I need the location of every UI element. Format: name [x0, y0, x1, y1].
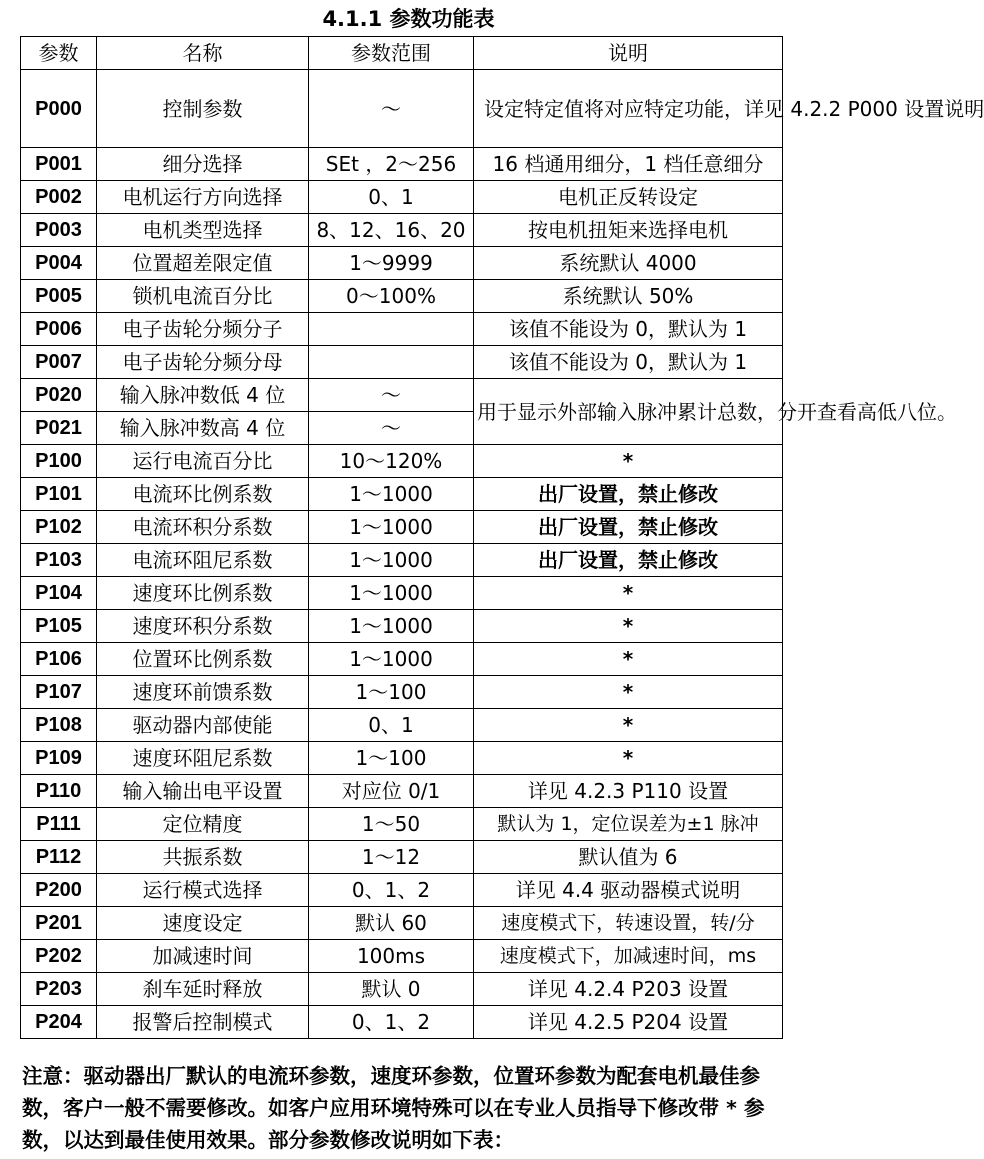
param-range: SEt ，2～256	[309, 148, 474, 181]
param-name: 电流环阻尼系数	[97, 544, 309, 577]
param-desc: 默认值为 6	[474, 841, 783, 874]
param-desc: 按电机扭矩来选择电机	[474, 214, 783, 247]
param-range: 1～100	[309, 676, 474, 709]
param-code: P000	[21, 70, 97, 148]
table-row	[21, 577, 783, 610]
param-code: P103	[21, 544, 97, 577]
param-range: 对应位 0/1	[309, 775, 474, 808]
table-row	[21, 544, 783, 577]
param-range: 默认 0	[309, 973, 474, 1006]
table-header-row	[21, 37, 783, 70]
header-range: 参数范围	[309, 37, 474, 70]
section-title: 4.1.1 参数功能表	[322, 7, 495, 31]
table-row	[21, 610, 783, 643]
param-range: ～	[309, 70, 474, 148]
param-desc: 该值不能设为 0，默认为 1	[474, 346, 783, 379]
param-range: 1～1000	[309, 610, 474, 643]
param-range: 1～50	[309, 808, 474, 841]
param-desc: 详见 4.2.3 P110 设置	[474, 775, 783, 808]
table-row	[21, 247, 783, 280]
param-range: 8、12、16、20	[309, 214, 474, 247]
param-code: P105	[21, 610, 97, 643]
note-paragraph: 注意：驱动器出厂默认的电流环参数，速度环参数，位置环参数为配套电机最佳参数，客户一般不需要修改。如客户应用环境特殊可以在专业人员指导下修改带 * 参数，以达到最佳使用效果。部分参数修改说明如下表：	[22, 1064, 765, 1152]
param-code: P110	[21, 775, 97, 808]
param-name: 共振系数	[97, 841, 309, 874]
param-name: 加减速时间	[97, 940, 309, 973]
table-row	[21, 775, 783, 808]
param-name: 电机类型选择	[97, 214, 309, 247]
param-desc: *	[474, 643, 783, 676]
param-code: P020	[21, 379, 97, 412]
param-code: P203	[21, 973, 97, 1006]
param-range: ～	[309, 379, 474, 412]
param-range: 1～1000	[309, 478, 474, 511]
param-code: P002	[21, 181, 97, 214]
param-desc: 详见 4.2.4 P203 设置	[474, 973, 783, 1006]
param-name: 运行电流百分比	[97, 445, 309, 478]
param-name: 速度环阻尼系数	[97, 742, 309, 775]
param-code: P104	[21, 577, 97, 610]
param-code: P112	[21, 841, 97, 874]
param-code: P107	[21, 676, 97, 709]
param-desc: 出厂设置，禁止修改	[474, 511, 783, 544]
param-range: 0、1、2	[309, 874, 474, 907]
param-range: 1～12	[309, 841, 474, 874]
table-row	[21, 709, 783, 742]
param-desc: *	[474, 610, 783, 643]
param-name: 输入脉冲数低 4 位	[97, 379, 309, 412]
param-code: P111	[21, 808, 97, 841]
param-code: P108	[21, 709, 97, 742]
param-desc: 默认为 1，定位误差为±1 脉冲	[474, 808, 783, 841]
param-name: 速度环积分系数	[97, 610, 309, 643]
param-desc: 出厂设置，禁止修改	[474, 544, 783, 577]
param-code: P202	[21, 940, 97, 973]
table-row	[21, 643, 783, 676]
table-row	[21, 676, 783, 709]
param-code: P109	[21, 742, 97, 775]
table-row	[21, 808, 783, 841]
param-desc: *	[474, 445, 783, 478]
param-name: 电子齿轮分频分母	[97, 346, 309, 379]
param-name: 驱动器内部使能	[97, 709, 309, 742]
table-row	[21, 346, 783, 379]
table-row	[21, 841, 783, 874]
param-name: 位置环比例系数	[97, 643, 309, 676]
param-name: 电子齿轮分频分子	[97, 313, 309, 346]
param-desc: 详见 4.4 驱动器模式说明	[474, 874, 783, 907]
param-range: 1～9999	[309, 247, 474, 280]
param-name: 定位精度	[97, 808, 309, 841]
param-name: 电机运行方向选择	[97, 181, 309, 214]
table-row	[21, 742, 783, 775]
param-desc: 该值不能设为 0，默认为 1	[474, 313, 783, 346]
param-name: 输入输出电平设置	[97, 775, 309, 808]
param-code: P003	[21, 214, 97, 247]
param-desc: *	[474, 676, 783, 709]
param-desc: 系统默认 4000	[474, 247, 783, 280]
param-name: 电流环积分系数	[97, 511, 309, 544]
param-code: P004	[21, 247, 97, 280]
param-range	[309, 313, 474, 346]
table-row	[21, 148, 783, 181]
param-range: 100ms	[309, 940, 474, 973]
param-code: P106	[21, 643, 97, 676]
parameter-table	[20, 36, 984, 1039]
table-row	[21, 907, 783, 940]
param-code: P001	[21, 148, 97, 181]
table-row	[21, 214, 783, 247]
param-desc: *	[474, 577, 783, 610]
param-name: 位置超差限定值	[97, 247, 309, 280]
param-range: 1～1000	[309, 544, 474, 577]
param-code: P100	[21, 445, 97, 478]
param-name: 锁机电流百分比	[97, 280, 309, 313]
param-name: 刹车延时释放	[97, 973, 309, 1006]
param-name: 报警后控制模式	[97, 1006, 309, 1039]
param-range: 0、1、2	[309, 1006, 474, 1039]
param-name: 细分选择	[97, 148, 309, 181]
table-row	[21, 70, 783, 148]
param-desc: 系统默认 50%	[474, 280, 783, 313]
table-row	[21, 874, 783, 907]
param-desc: 16 档通用细分，1 档任意细分	[474, 148, 783, 181]
param-code: P200	[21, 874, 97, 907]
param-code: P204	[21, 1006, 97, 1039]
table-row	[21, 379, 783, 412]
param-range: 1～100	[309, 742, 474, 775]
param-name: 电流环比例系数	[97, 478, 309, 511]
param-name: 速度设定	[97, 907, 309, 940]
param-name: 控制参数	[97, 70, 309, 148]
param-desc: 详见 4.2.5 P204 设置	[474, 1006, 783, 1039]
table-row	[21, 1006, 783, 1039]
header-code: 参数	[21, 37, 97, 70]
param-code: P007	[21, 346, 97, 379]
table-row	[21, 478, 783, 511]
param-desc: 速度模式下，加减速时间，ms	[474, 940, 783, 973]
param-range: 0～100%	[309, 280, 474, 313]
table-row	[21, 313, 783, 346]
param-code: P102	[21, 511, 97, 544]
param-range	[309, 346, 474, 379]
param-code: P006	[21, 313, 97, 346]
table-row	[21, 181, 783, 214]
param-desc: *	[474, 742, 783, 775]
param-desc: *	[474, 709, 783, 742]
table-row	[21, 445, 783, 478]
param-desc: 电机正反转设定	[474, 181, 783, 214]
param-range: 1～1000	[309, 577, 474, 610]
param-range: 0、1	[309, 181, 474, 214]
table-row	[21, 940, 783, 973]
param-desc: 出厂设置，禁止修改	[474, 478, 783, 511]
param-code: P005	[21, 280, 97, 313]
table-row	[21, 973, 783, 1006]
param-range: 1～1000	[309, 511, 474, 544]
param-name: 输入脉冲数高 4 位	[97, 412, 309, 445]
param-code: P021	[21, 412, 97, 445]
table-row	[21, 511, 783, 544]
param-code: P101	[21, 478, 97, 511]
param-desc-merged: 用于显示外部输入脉冲累计总数，分开查看高低八位。	[474, 379, 783, 445]
param-desc: 设定特定值将对应特定功能，详见 4.2.2 P000 设置说明	[474, 70, 783, 148]
param-range: 默认 60	[309, 907, 474, 940]
param-range: 10～120%	[309, 445, 474, 478]
table-row	[21, 280, 783, 313]
header-name: 名称	[97, 37, 309, 70]
param-desc: 速度模式下，转速设置，转/分	[474, 907, 783, 940]
param-range: 0、1	[309, 709, 474, 742]
param-name: 速度环比例系数	[97, 577, 309, 610]
param-range: 1～1000	[309, 643, 474, 676]
header-desc: 说明	[474, 37, 783, 70]
param-code: P201	[21, 907, 97, 940]
param-name: 运行模式选择	[97, 874, 309, 907]
param-name: 速度环前馈系数	[97, 676, 309, 709]
param-range: ～	[309, 412, 474, 445]
